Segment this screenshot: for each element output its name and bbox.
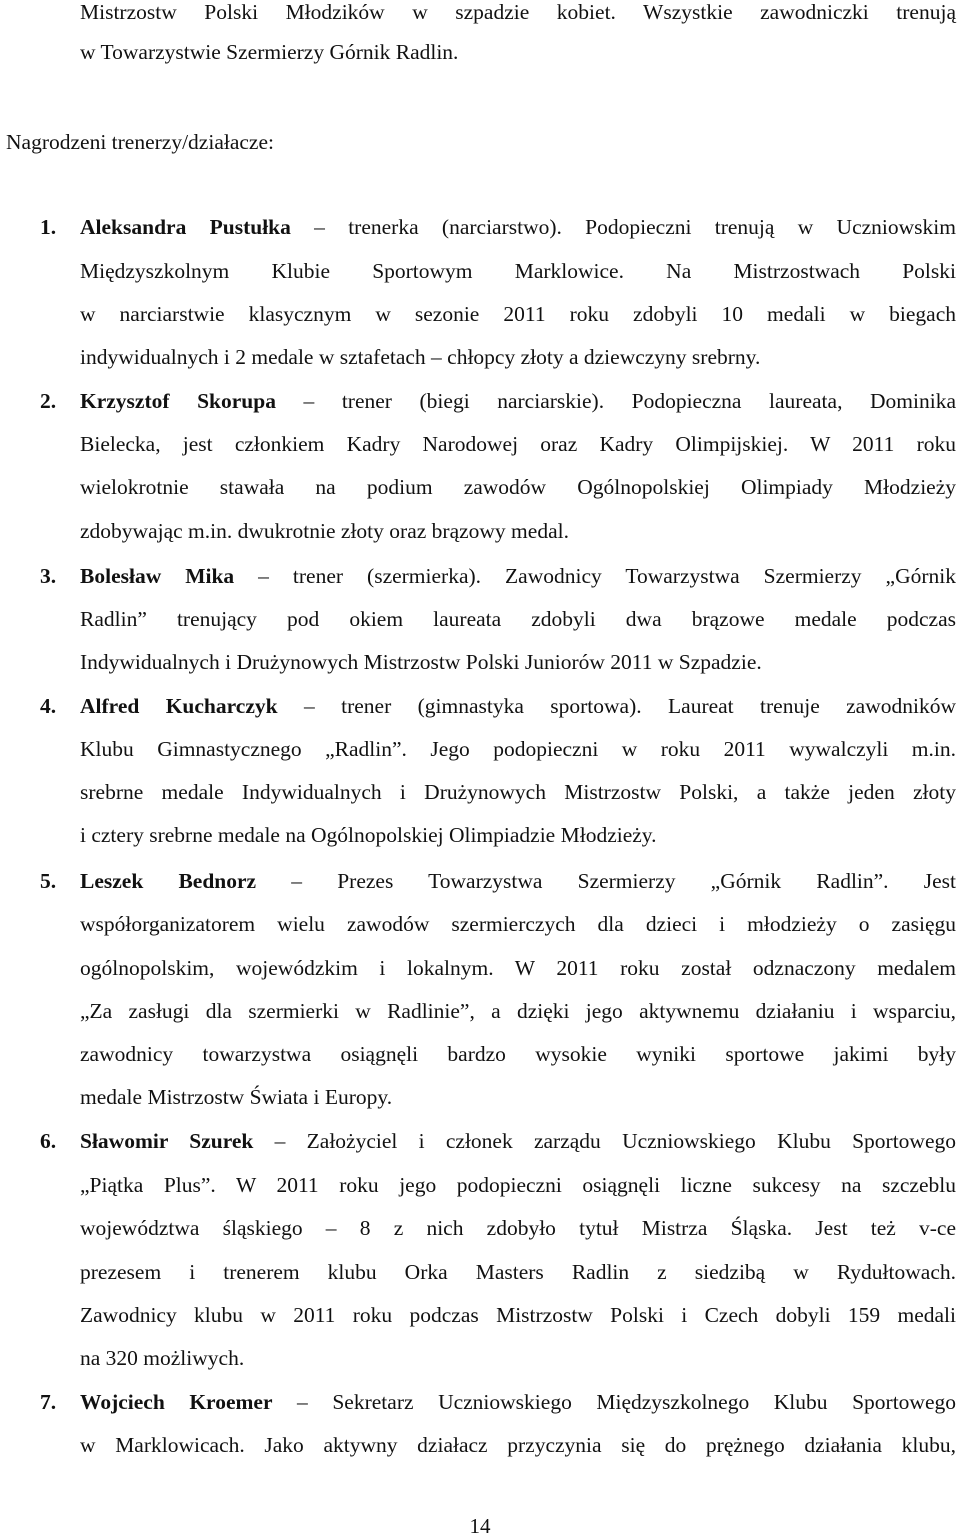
awardee-name: Sławomir Szurek: [80, 1129, 254, 1153]
list-item-line: indywidualnych i 2 medale w sztafetach – chłopcy złoty a dziewczyny srebrny.: [80, 345, 761, 369]
list-item-line: Bielecka, jest członkiem Kadry Narodowej oraz Kadry Olimpijskiej. W 2011 roku: [80, 432, 956, 456]
list-item-line: województwa śląskiego – 8 z nich zdobyło tytuł Mistrza Śląska. Jest też v-ce: [80, 1216, 956, 1240]
item-text: – trener (biegi narciarskie). Podopieczna laureata, Dominika: [275, 389, 956, 413]
list-item-line: [80, 386, 956, 416]
list-item-line: w narciarstwie klasycznym w sezonie 2011 roku zdobyli 10 medali w biegach: [80, 302, 956, 326]
list-item-line: [80, 866, 956, 896]
item-number: 3.: [40, 564, 57, 588]
list-item-line: medale Mistrzostw Świata i Europy.: [80, 1085, 393, 1109]
list-item-line: Radlin” trenujący pod okiem laureata zdobyli dwa brązowe medale podczas: [80, 607, 956, 631]
awardee-name: Leszek Bednorz: [80, 869, 257, 893]
list-item-line: „Za zasługi dla szermierki w Radlinie”, a dzięki jego aktywnemu działaniu i wsparciu,: [80, 999, 956, 1023]
item-text: – trener (szermierka). Zawodnicy Towarzystwa Szermierzy „Górnik: [234, 564, 956, 588]
list-item-line: [80, 1126, 956, 1156]
item-number: 6.: [40, 1129, 57, 1153]
list-item-line: w Marklowicach. Jako aktywny działacz przyczynia się do prężnego działania klubu,: [80, 1433, 956, 1457]
list-item-line: [80, 1387, 956, 1417]
item-number: 7.: [40, 1390, 57, 1414]
item-text: – Prezes Towarzystwa Szermierzy „Górnik Radlin”. Jest: [256, 869, 956, 893]
section-heading: Nagrodzeni trenerzy/działacze:: [6, 130, 274, 154]
item-number: 1.: [40, 215, 57, 239]
item-text: – Sekretarz Uczniowskiego Międzyszkolnego Klubu Sportowego: [272, 1390, 956, 1414]
list-item-line: i cztery srebrne medale na Ogólnopolskiej Olimpiadzie Młodzieży.: [80, 823, 657, 847]
awardee-name: Krzysztof Skorupa: [80, 389, 276, 413]
awardee-name: Wojciech Kroemer: [80, 1390, 273, 1414]
item-text: – trener (gimnastyka sportowa). Laureat trenuje zawodników: [277, 694, 956, 718]
list-item-line: Klubu Gimnastycznego „Radlin”. Jego podopieczni w roku 2011 wywalczyli m.in.: [80, 737, 956, 761]
list-item-line: prezesem i trenerem klubu Orka Masters Radlin z siedzibą w Rydułtowach.: [80, 1260, 956, 1284]
awardee-name: Alfred Kucharczyk: [80, 694, 278, 718]
item-number: 2.: [40, 389, 57, 413]
list-item-line: zdobywając m.in. dwukrotnie złoty oraz brązowy medal.: [80, 519, 569, 543]
list-item-line: Indywidualnych i Drużynowych Mistrzostw Polski Juniorów 2011 w Szpadzie.: [80, 650, 762, 674]
list-item-line: [80, 212, 956, 242]
list-item-line: ogólnopolskim, wojewódzkim i lokalnym. W 2011 roku został odznaczony medalem: [80, 956, 956, 980]
item-number: 5.: [40, 869, 57, 893]
list-item-line: [80, 691, 956, 721]
item-number: 4.: [40, 694, 57, 718]
list-item-line: zawodnicy towarzystwa osiągnęli bardzo wysokie wyniki sportowe jakimi były: [80, 1042, 956, 1066]
awardee-name: Aleksandra Pustułka: [80, 215, 291, 239]
item-text: – Założyciel i członek zarządu Uczniowskiego Klubu Sportowego: [253, 1129, 956, 1153]
intro-line-2: w Towarzystwie Szermierzy Górnik Radlin.: [80, 40, 459, 64]
list-item-line: Zawodnicy klubu w 2011 roku podczas Mistrzostw Polski i Czech dobyli 159 medali: [80, 1303, 956, 1327]
page-number: 14: [469, 1514, 491, 1538]
awardee-name: Bolesław Mika: [80, 564, 235, 588]
list-item-line: srebrne medale Indywidualnych i Drużynowych Mistrzostw Polski, a także jeden złoty: [80, 780, 956, 804]
list-item-line: „Piątka Plus”. W 2011 roku jego podopieczni osiągnęli liczne sukcesy na szczeblu: [80, 1173, 956, 1197]
list-item-line: [80, 561, 956, 591]
intro-line-1: Mistrzostw Polski Młodzików w szpadzie kobiet. Wszystkie zawodniczki trenują: [80, 0, 956, 24]
item-text: – trenerka (narciarstwo). Podopieczni trenują w Uczniowskim: [290, 215, 956, 239]
list-item-line: wielokrotnie stawała na podium zawodów Ogólnopolskiej Olimpiady Młodzieży: [80, 475, 956, 499]
list-item-line: współorganizatorem wielu zawodów szermierczych dla dzieci i młodzieży o zasięgu: [80, 912, 956, 936]
list-item-line: na 320 możliwych.: [80, 1346, 245, 1370]
list-item-line: Międzyszkolnym Klubie Sportowym Marklowice. Na Mistrzostwach Polski: [80, 259, 956, 283]
